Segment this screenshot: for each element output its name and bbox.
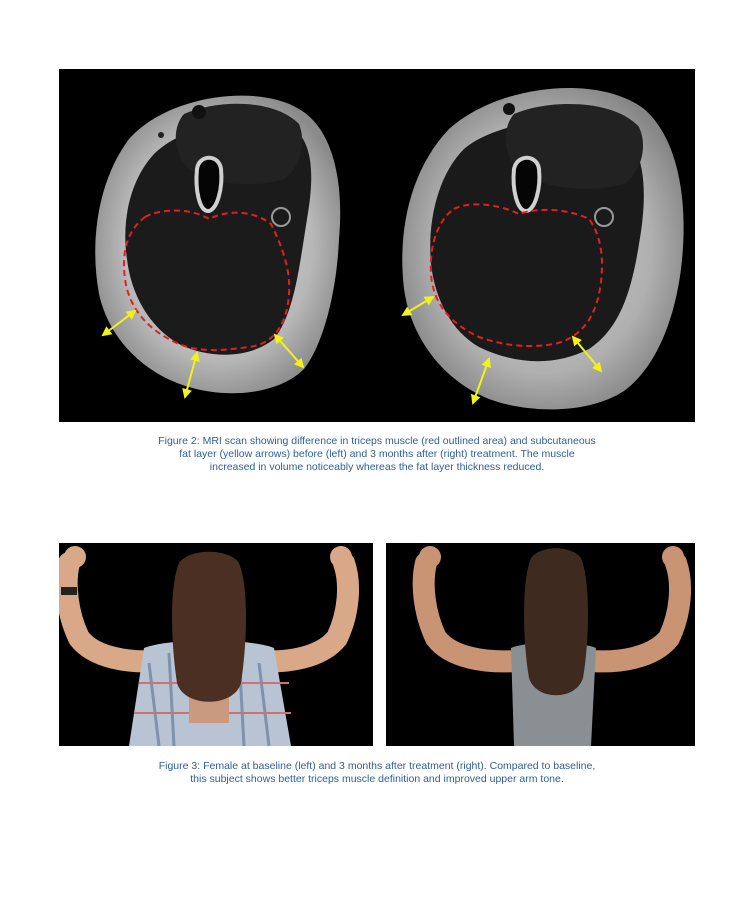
- caption-line: increased in volume noticeably whereas the fat layer thickness reduced.: [209, 461, 545, 473]
- caption-line: Figure 3: Female at baseline (left) and 3 months after treatment (right). Compared to baseline,: [158, 760, 596, 772]
- figure-2-caption: [0, 435, 754, 474]
- baseline-photo-image: [59, 543, 373, 746]
- after-treatment-photo-image: [386, 543, 695, 746]
- caption-line: fat layer (yellow arrows) before (left) and 3 months after (right) treatment. The muscle: [179, 448, 575, 460]
- mri-figure: [59, 69, 695, 422]
- figure-3-caption: [0, 760, 754, 786]
- mri-before-scan: [95, 96, 340, 397]
- caption-line: this subject shows better triceps muscle definition and improved upper arm tone.: [190, 773, 564, 785]
- baseline-photo: [59, 543, 373, 746]
- caption-line: Figure 2: MRI scan showing difference in triceps muscle (red outlined area) and subcutaneous: [158, 435, 596, 447]
- mri-after-scan: [402, 88, 683, 409]
- after-treatment-photo: [386, 543, 695, 746]
- mri-scan-image: [59, 69, 695, 422]
